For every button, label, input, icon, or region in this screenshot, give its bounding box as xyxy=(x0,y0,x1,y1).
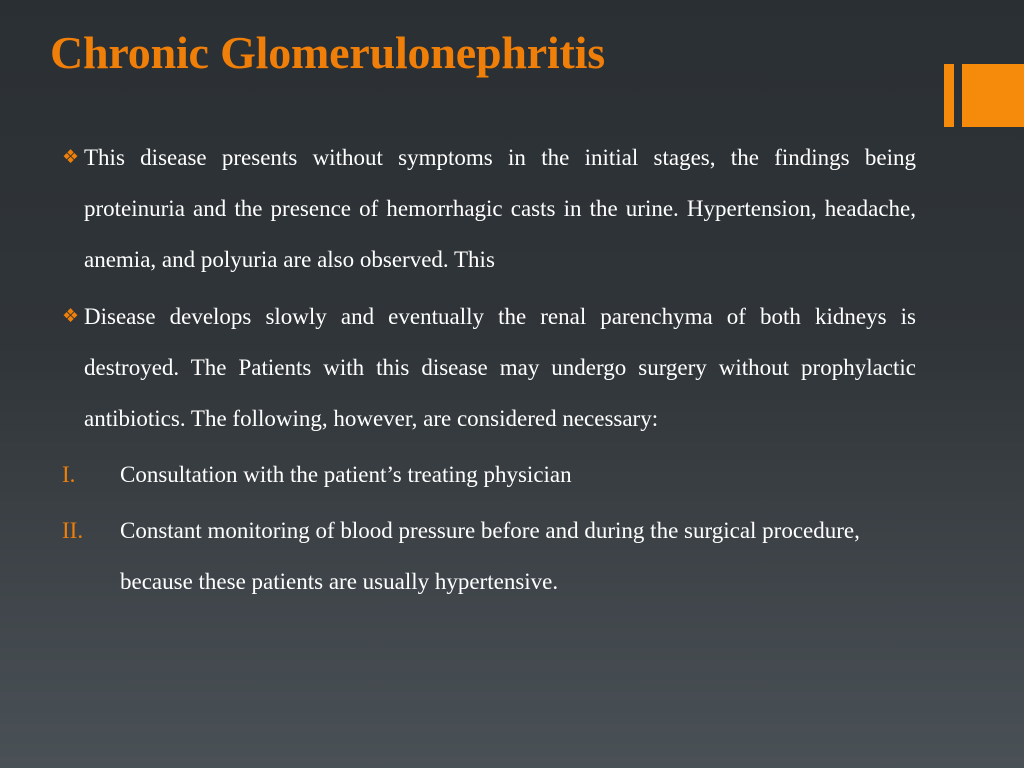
diamond-bullet-icon: ❖ xyxy=(62,146,80,168)
numbered-label: I. xyxy=(62,462,76,487)
bullet-text: Disease develops slowly and eventually the renal parenchyma of both kidneys is destroyed. The Patients with this disease may undergo surgery without prophylactic antibiotics. The following, however, are considered necessary: xyxy=(84,304,916,431)
bullet-item xyxy=(62,132,916,285)
numbered-item xyxy=(62,505,916,607)
slide-title: Chronic Glomerulonephritis xyxy=(50,27,605,78)
numbered-label: II. xyxy=(62,518,84,543)
slide-body xyxy=(62,132,916,607)
numbered-item xyxy=(62,449,916,500)
bullet-text: This disease presents without symptoms in the initial stages, the findings being proteinuria and the presence of hemorrhagic casts in the urine. Hypertension, headache, anemia, and polyuria are also observed. This xyxy=(84,145,916,272)
accent-bar-thin xyxy=(944,64,954,127)
numbered-text: Consultation with the patient’s treating physician xyxy=(120,462,572,487)
bullet-item xyxy=(62,291,916,444)
diamond-bullet-icon: ❖ xyxy=(62,305,80,327)
numbered-text: Constant monitoring of blood pressure before and during the surgical procedure, because these patients are usually hypertensive. xyxy=(120,518,860,594)
accent-bar-block xyxy=(962,64,1024,127)
